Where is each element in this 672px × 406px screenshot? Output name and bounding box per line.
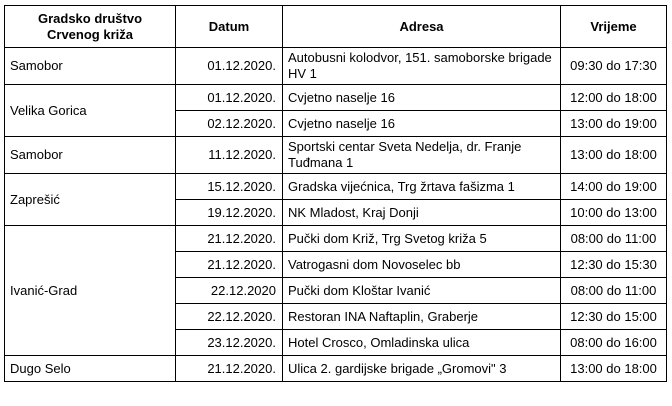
address-cell: Sportski centar Sveta Nedelja, dr. Franje Tuđmana 1 — [283, 137, 561, 174]
date-cell: 11.12.2020. — [176, 137, 283, 174]
header-address: Adresa — [283, 6, 561, 48]
address-cell: Vatrogasni dom Novoselec bb — [283, 252, 561, 278]
org-cell: Dugo Selo — [5, 356, 176, 382]
org-cell: Zaprešić — [5, 174, 176, 226]
date-cell: 22.12.2020. — [176, 304, 283, 330]
time-cell: 08:00 do 11:00 — [561, 226, 667, 252]
address-cell: Cvjetno naselje 16 — [283, 111, 561, 137]
date-cell: 21.12.2020. — [176, 356, 283, 382]
org-cell: Samobor — [5, 48, 176, 85]
date-cell: 23.12.2020. — [176, 330, 283, 356]
address-cell: NK Mladost, Kraj Donji — [283, 200, 561, 226]
address-cell: Cvjetno naselje 16 — [283, 85, 561, 111]
date-cell: 19.12.2020. — [176, 200, 283, 226]
address-cell: Gradska vijećnica, Trg žrtava fašizma 1 — [283, 174, 561, 200]
table-row — [5, 356, 667, 382]
date-cell: 21.12.2020. — [176, 252, 283, 278]
schedule-table — [4, 5, 667, 382]
date-cell: 01.12.2020. — [176, 48, 283, 85]
table-row — [5, 85, 667, 111]
time-cell: 08:00 do 16:00 — [561, 330, 667, 356]
header-row — [5, 6, 667, 48]
header-date: Datum — [176, 6, 283, 48]
date-cell: 01.12.2020. — [176, 85, 283, 111]
time-cell: 13:00 do 18:00 — [561, 137, 667, 174]
time-cell: 12:30 do 15:30 — [561, 252, 667, 278]
table-row — [5, 48, 667, 85]
time-cell: 13:00 do 19:00 — [561, 111, 667, 137]
address-cell: Ulica 2. gardijske brigade „Gromovi" 3 — [283, 356, 561, 382]
address-cell: Hotel Crosco, Omladinska ulica — [283, 330, 561, 356]
table-row — [5, 137, 667, 174]
time-cell: 13:00 do 18:00 — [561, 356, 667, 382]
header-time: Vrijeme — [561, 6, 667, 48]
header-org: Gradsko društvo Crvenog križa — [5, 6, 176, 48]
time-cell: 12:30 do 15:00 — [561, 304, 667, 330]
time-cell: 09:30 do 17:30 — [561, 48, 667, 85]
time-cell: 14:00 do 19:00 — [561, 174, 667, 200]
address-cell: Pučki dom Kloštar Ivanić — [283, 278, 561, 304]
date-cell: 21.12.2020. — [176, 226, 283, 252]
date-cell: 22.12.2020 — [176, 278, 283, 304]
address-cell: Pučki dom Križ, Trg Svetog križa 5 — [283, 226, 561, 252]
date-cell: 02.12.2020. — [176, 111, 283, 137]
org-cell: Ivanić-Grad — [5, 226, 176, 356]
date-cell: 15.12.2020. — [176, 174, 283, 200]
time-cell: 12:00 do 18:00 — [561, 85, 667, 111]
time-cell: 10:00 do 13:00 — [561, 200, 667, 226]
table-row — [5, 226, 667, 252]
address-cell: Restoran INA Naftaplin, Graberje — [283, 304, 561, 330]
table-row — [5, 174, 667, 200]
org-cell: Samobor — [5, 137, 176, 174]
address-cell: Autobusni kolodvor, 151. samoborske brigade HV 1 — [283, 48, 561, 85]
time-cell: 08:00 do 11:00 — [561, 278, 667, 304]
org-cell: Velika Gorica — [5, 85, 176, 137]
